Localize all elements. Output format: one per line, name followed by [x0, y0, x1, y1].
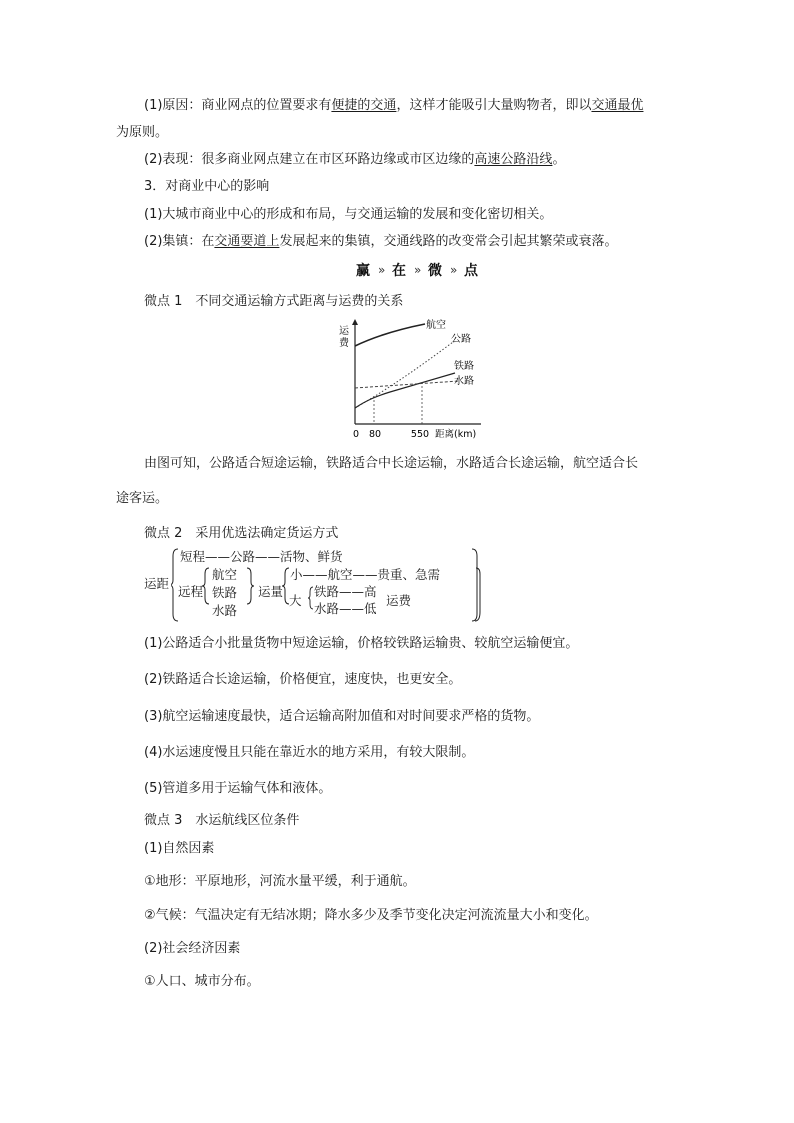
para-manifestation [144, 151, 565, 169]
brace-big [308, 587, 313, 609]
point2-title: 微点 2 采用优选法确定货运方式 [144, 526, 339, 541]
y-label-text: 运 [339, 326, 349, 337]
banner-char: 微 [422, 259, 448, 281]
diagram-water-fee: 水路——低 [314, 601, 377, 616]
para-market-town [144, 233, 617, 251]
text: (2)集镇：在 [144, 234, 215, 249]
point1-desc-2: 途客运。 [116, 491, 169, 506]
x-axis-label: 距离(km) [435, 429, 477, 440]
banner-arrow-icon: » [414, 263, 422, 277]
text: ，这样才能吸引大量购物者，即以 [396, 98, 592, 113]
y-axis-arrow-icon [352, 319, 358, 325]
section-banner [350, 259, 484, 281]
point3-natural: (1)自然因素 [144, 841, 215, 856]
brace-volume [282, 568, 289, 604]
y-label-2: 费 [339, 338, 349, 349]
para-reason-cont: 为原则。 [116, 125, 169, 140]
point3-title: 微点 3 水运航线区位条件 [144, 813, 300, 828]
banner-char: 在 [386, 259, 412, 281]
diagram-root: 运距 [144, 576, 170, 591]
series-road-line [355, 342, 453, 408]
diagram-long: 远程 [178, 584, 204, 599]
diagram-air: 航空 [212, 567, 238, 582]
diagram-small: 小——航空——贵重、急需 [290, 567, 441, 582]
point2-item: (4)水运速度慢且只能在靠近水的地方采用，有较大限制。 [144, 745, 475, 760]
series-label-water: 水路 [454, 376, 474, 387]
diagram-big: 大 [289, 593, 302, 608]
banner-char: 点 [458, 259, 484, 281]
brace-main [171, 549, 178, 621]
section-heading-3: 3．对商业中心的影响 [144, 179, 270, 194]
point2-item: (5)管道多用于运输气体和液体。 [144, 781, 332, 796]
series-label-road: 公路 [451, 334, 471, 345]
underlined-text: 交通最优 [591, 98, 644, 113]
point3-social: (2)社会经济因素 [144, 941, 241, 956]
distance-cost-chart [335, 318, 485, 444]
text: 发展起来的集镇，交通线路的改变常会引起其繁荣或衰落。 [279, 234, 618, 249]
diagram-rail-fee: 铁路——高 [314, 584, 377, 599]
point3-terrain: ①地形：平原地形，河流水量平缓，利于通航。 [144, 874, 416, 889]
brace-modes-close [247, 568, 254, 604]
underlined-text: 高速公路沿线 [474, 152, 553, 167]
series-label-air: 航空 [426, 320, 446, 331]
point3-climate: ②气候：气温决定有无结冰期；降水多少及季节变化决定河流流量大小和变化。 [144, 908, 598, 923]
point2-item: (2)铁路适合长途运输，价格便宜，速度快，也更安全。 [144, 672, 462, 687]
text: 。 [552, 152, 566, 167]
series-air-line [355, 324, 425, 346]
y-label-1 [339, 325, 350, 337]
diagram-rail: 铁路 [212, 585, 238, 600]
point1-title: 微点 1 不同交通运输方式距离与运费的关系 [144, 294, 404, 309]
brace-modes [202, 568, 209, 604]
banner-arrow-icon: » [450, 263, 458, 277]
para-reason [144, 97, 643, 115]
underlined-text: 便捷的交通 [331, 98, 397, 113]
point2-item: (1)公路适合小批量货物中短途运输，价格较铁路运输贵、较航空运输便宜。 [144, 636, 579, 651]
series-rail-line [355, 373, 455, 408]
x-tick: 550 [410, 429, 430, 440]
diagram-short: 短程——公路——活物、鲜货 [180, 549, 343, 564]
banner-arrow-icon: » [378, 263, 386, 277]
diagram-water: 水路 [212, 603, 238, 618]
diagram-volume: 运量 [258, 584, 284, 599]
point2-item: (3)航空运输速度最快，适合运输高附加值和对时间要求严格的货物。 [144, 709, 540, 724]
text: (2)表现：很多商业网点建立在市区环路边缘或市区边缘的 [144, 152, 475, 167]
banner-char: 赢 [350, 259, 376, 281]
x-tick: 80 [368, 429, 382, 440]
para-commercial-center: (1)大城市商业中心的形成和布局，与交通运输的发展和变化密切相关。 [144, 207, 553, 222]
point3-population: ①人口、城市分布。 [144, 974, 260, 989]
freight-decision-diagram [144, 546, 474, 624]
brace-close-2 [472, 549, 477, 621]
underlined-text: 交通要道上 [214, 234, 280, 249]
point1-desc-1: 由图可知，公路适合短途运输，铁路适合中长途运输，水路适合长途运输，航空适合长 [144, 456, 639, 471]
series-label-rail: 铁路 [454, 361, 474, 372]
diagram-fee: 运费 [386, 593, 412, 608]
text: (1)原因：商业网点的位置要求有 [144, 98, 332, 113]
x-tick: 0 [352, 429, 360, 440]
